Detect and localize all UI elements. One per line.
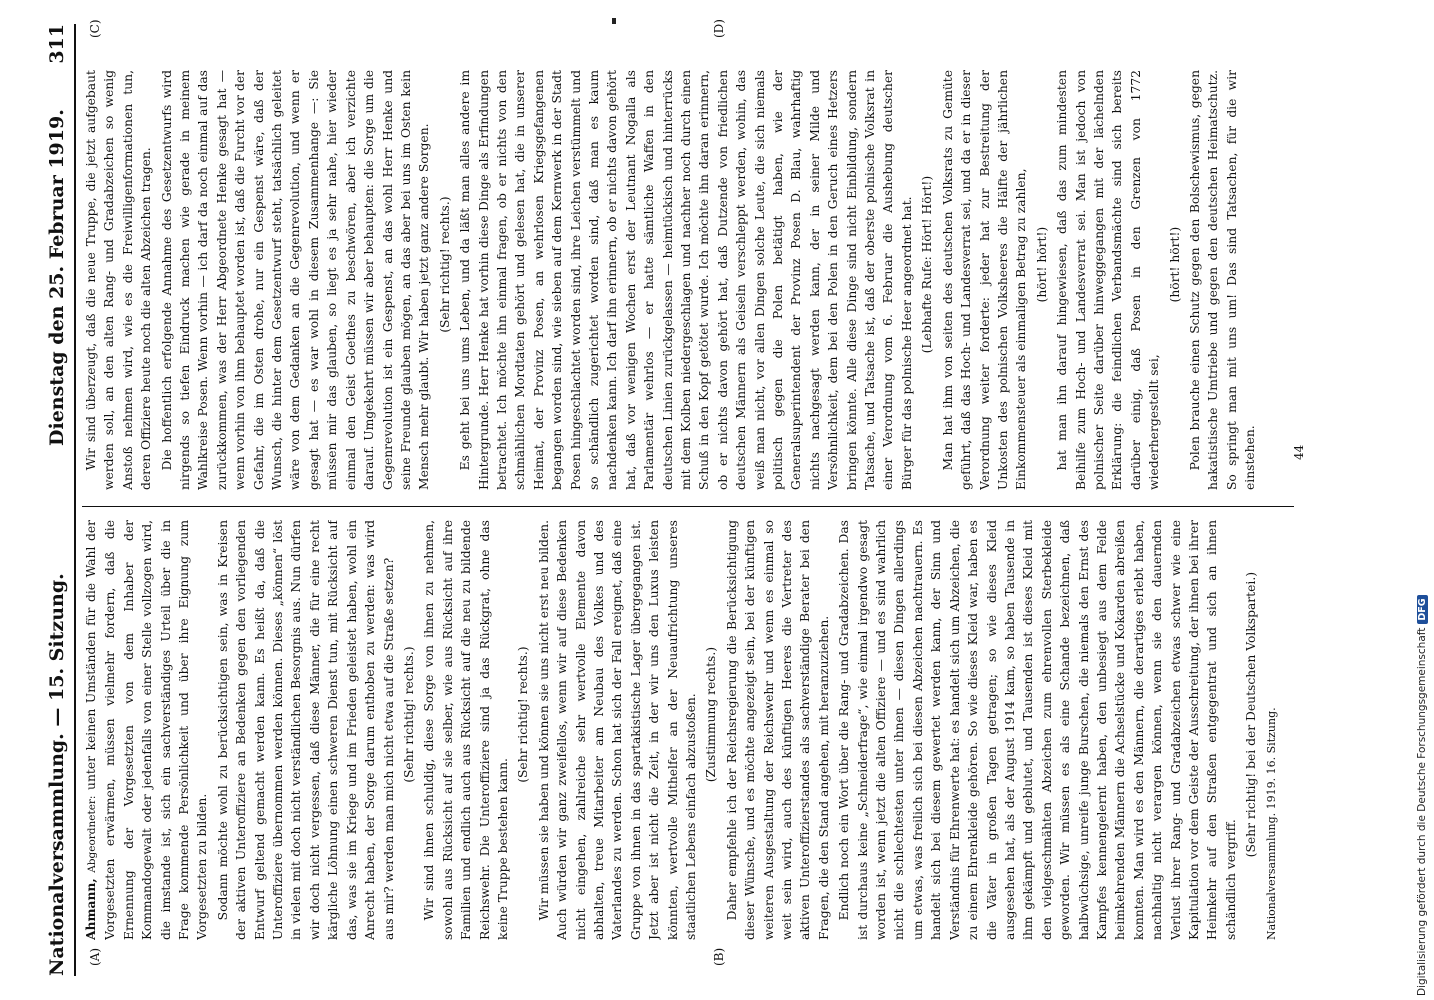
- margin-marker-a: (A): [88, 947, 102, 966]
- paragraph-text: unter keinen Umständen für die Wahl der Vorgesetzten erwärmen, müssen vielmehr fordern, daß die Ernennung der Vorgesetzten von dem Inhaber der Kommandogewalt oder jedenfalls von einer Stelle vollzogen wird, die imstande ist, sich ein sachverständiges Urteil über die in Frage kommende Persönlichkeit und über ihre Eignung zum Vorgesetzten zu bilden.: [84, 520, 210, 940]
- credit-text: Digitalisierung gefördert durch die Deutsche Forschungsgemeinschaft: [1416, 627, 1428, 996]
- interjection: (hört! hört!): [1167, 226, 1182, 303]
- paragraph: [82, 520, 212, 940]
- footer-note: Nationalversammlung. 1919. 16. Sitzung.: [1264, 707, 1278, 940]
- column-divider: [82, 506, 1294, 507]
- margin-marker-d: (D): [712, 19, 726, 38]
- interjection: (Sehr richtig! bei der Deutschen Volkspartei.): [1244, 571, 1259, 858]
- paragraph: Daher empfehle ich der Reichsregierung die Berücksichtigung dieser Wünsche, und es möchte angezeigt sein, bei der künftigen weiteren Ausgestaltung der Reichswehr und wenn es einmal so weit sein wird, auch des künftigen Heeres die Vertreter des aktiven Unteroffizierstandes als sachverständige Berater bei den Fragen, die den Stand angehen, mit heranzuziehen.: [724, 520, 831, 940]
- paragraph: Wir sind ihnen schuldig, diese Sorge von ihnen zu nehmen, sowohl aus Rücksicht auf sie selber, wie aus Rücksicht auf ihre Familien und endlich auch aus Rücksicht auf die neu zu bildende Reichswehr. Die Unteroffiziere sind ja das Rückgrat, ohne das keine Truppe bestehen kann.: [422, 520, 510, 940]
- header-date: Dienstag den 25. Februar 1919.: [46, 109, 68, 446]
- paragraph: hat man ihn darauf hingewiesen, daß das zum mindesten Beihilfe zum Hoch- und Landesverrat sei. Man ist jedoch von polnischer Seite darüber hinweggegangen mit der lächelnden Erklärung: die feindlichen Verbandsmächte sind sich bereits darüber einig, daß Posen in den Grenzen von 1772 wiederhergestellt sei,: [1055, 70, 1162, 490]
- paragraph: Man hat ihm von seiten des deutschen Volksrats zu Gemüte geführt, daß das Hoch- und Landesverrat sei, und da er in dieser Verordnung weiter forderte: jeder hat zur Bestreitung der Unkosten des polnischen Volksheeres die Hälfte der jährlichen Einkommensteuer als einmaligen Betrag zu zahlen,: [940, 70, 1029, 490]
- dfg-logo: DFG: [1417, 595, 1428, 623]
- signature-number: 44: [1292, 444, 1306, 460]
- right-column: [82, 70, 1307, 490]
- scan-speck: [612, 18, 616, 24]
- speaker-role: Abgeordneter:: [86, 795, 98, 873]
- header-page-number: 311: [46, 24, 68, 64]
- interjection: (Lebhafte Rufe: Hört! Hört!): [920, 175, 935, 354]
- paragraph: Die hoffentlich erfolgende Annahme des Gesetzentwurfs wird nirgends so tiefen Eindruck machen wie gerade in meinem Wahlkreise Posen. Wenn vorhin — ich darf da noch einmal auf das zurückkommen, was der Herr Abgeordnete Henke gesagt hat — wenn vorhin von ihm behauptet worden ist, daß die Furcht vor der Gefahr, die im Osten drohe, nur ein Gespenst wäre, daß der Wunsch, die hinter dem Gesetzentwurf steht, tatsächlich geleitet wäre von dem Gedanken an die Gegenrevolution, und wenn er gesagt hat — es war wohl in diesem Zusammenhange —: Sie müssen mir das glauben, so liegt es ja sehr nahe, hier wieder einmal den Geist Goethes zu beschwören, aber ich verzichte darauf. Umgekehrt müssen wir aber behaupten: die Sorge um die Gegenrevolution ist ein Gespenst, an das wohl Herr Henke und seine Freunde glauben mögen, an das aber bei uns im Osten kein Mensch mehr glaubt. Wir haben jetzt ganz andere Sorgen.: [159, 70, 432, 490]
- paragraph: Endlich noch ein Wort über die Rang- und Gradabzeichen. Das ist durchaus keine „Schneiderfrage“, wie einmal irgendwo gesagt worden ist, wenn jetzt die alten Offiziere — und es sind wahrlich nicht die schlechtesten unter ihnen — diesen Dingen allerdings um etwas, was freilich sich bei diesen Abzeichen nachtrauern. Es handelt sich bei diesem gewertet werden kann, der Sinn und Verständnis für Ehrenwerte hat: es handelt sich um Abzeichen, die zu einem Ehrenkleide gehören. So wie dieses Kleid war, haben es die Väter in großen Tagen getragen; so wie dieses Kleid ausgesehen hat, als der August 1914 kam, so haben Tausende in ihm gekämpft und geblutet, und Tausenden ist dieses Kleid mit den vielgeschmähten Abzeichen zum ehrenvollen Sterbekleide geworden. Wir müssen es als eine Schande bezeichnen, daß halbwüchsige, unreife junge Burschen, die niemals den Ernst des Kampfes kennengelernt haben, den unbesiegt aus dem Felde heimkehrenden Männern die Achselstücke und Kokarden abreißen konnten. Man wird es den Männern, die derartiges erlebt haben, nachhaltig nicht verargen können, wenn sie den dauernden Verlust ihrer Rang- und Gradabzeichen etwas schwer wie eine Kapitulation vor dem Geiste der Ausschreitung, der ihnen bei ihrer Heimkehr auf den Straßen entgegentrat und sich an ihnen schändlich vergriff.: [837, 520, 1238, 940]
- interjection: (Sehr richtig! rechts.): [437, 196, 452, 333]
- header-session: Nationalversammlung. — 15. Sitzung.: [46, 573, 68, 976]
- paragraph: Wir sind überzeugt, daß die neue Truppe, die jetzt aufgebaut werden soll, an den alten Rang- und Gradabzeichen so wenig Anstoß nehmen wird, wie es die Freiwilligenformationen tun, deren Offiziere heute noch die alten Abzeichen tragen.: [84, 70, 154, 490]
- left-column: [82, 520, 1307, 940]
- margin-marker-c: (C): [88, 19, 102, 38]
- paragraph: Wir müssen sie haben und können sie uns nicht erst neu bilden. Auch würden wir ganz zweifellos, wenn wir auf diese Bedenken nicht eingehen, zahlreiche sehr wertvolle Elemente davon abhalten, treue Mitarbeiter am Neubau des Volkes und des Vaterlandes zu werden. Schon hat sich der Fall ereignet, daß eine Gruppe von ihnen in das spartakistische Lager übergegangen ist. Jetzt aber ist nicht die Zeit, in der wir uns den Luxus leisten könnten, wertvolle Mithelfer an der Neuaufrichtung unseres staatlichen Lebens einfach abzustoßen.: [536, 520, 698, 940]
- digitization-credit: [1416, 16, 1434, 996]
- paragraph: Es geht bei uns ums Leben, und da läßt man alles andere im Hintergrunde. Herr Henke hat vorhin diese Dinge als Erfindungen betrachtet. Ich möchte ihn einmal fragen, ob er nichts von den schmählichen Mordtaten gehört und gelesen hat, die in unserer Heimat, der Provinz Posen, an wehrlosen Kriegsgefangenen begangen worden sind, wie sieben auf dem Kernwerk in der Stadt Posen hingeschlachtet worden sind, ihre Leichen verstümmelt und so schändlich zugerichtet worden sind, daß man es kaum nachdenken kann. Ich darf ihn erinnern, ob er nichts davon gehört hat, daß vor wenigen Wochen erst der Leutnant Nogalla als Parlamentär wehrlos — er hatte sämtliche Waffen in den deutschen Linien zurückgelassen — heimtückisch und hinterrücks mit dem Kolben niedergeschlagen und nachher noch durch einen Schuß in den Kopf getötet wurde. Ich möchte ihn daran erinnern, ob er nichts davon gehört hat, daß Dutzende von friedlichen deutschen Männern als Geiseln verschleppt werden, wohin, das weiß man nicht, vor allen Dingen solche Leute, die sich niemals politisch gegen die Polen betätigt haben, wie der Generalsuperintendent der Provinz Posen D. Blau, wahrhaftig nichts nachgesagt werden kann, der in seiner Milde und Versöhnlichkeit, dem bei den Polen in den Geruch eines Hetzers bringen könnte. Alle diese Dinge sind nicht Einbildung, sondern Tatsache, und Tatsache ist, daß der oberste polnische Volksrat in einer Verordnung vom 6. Februar die Aushebung deutscher Bürger für das polnische Heer angeordnet hat.: [458, 70, 914, 490]
- interjection: (Sehr richtig! rechts.): [516, 646, 531, 783]
- interjection: (Zustimmung rechts.): [704, 646, 719, 783]
- margin-marker-b: (B): [712, 947, 726, 966]
- interjection: (Sehr richtig! rechts.): [401, 646, 416, 783]
- paragraph: Polen brauche einen Schutz gegen den Bolschewismus, gegen hakatistische Umtriebe und gegen den deutschen Heimatschutz. So springt man mit uns um! Das sind Tatsachen, für die wir einstehen.: [1187, 70, 1258, 490]
- speaker-name: Ahmann,: [83, 878, 98, 940]
- page-header: [36, 24, 76, 976]
- paragraph: Sodann möchte wohl zu berücksichtigen sein, was in Kreisen der aktiven Unteroffiziere an Bedenken gegen den vorliegenden Entwurf geltend gemacht werden kann. Es heißt da, daß die Unteroffiziere übernommen werden können. Dieses „können“ löst in vielen mit doch nicht verständlichen Besorgnis aus. Nun dürfen wir doch nicht vergessen, daß diese Männer, die für eine recht kärgliche Löhnung einen schweren Dienst tun, mit Rücksicht auf das, was sie im Kriege und im Frieden geleistet haben, wohl ein Anrecht haben, der Sorge darum enthoben zu werden: was wird aus mir? werden man mich nicht etwa auf die Straße setzen?: [215, 520, 396, 940]
- interjection: (hört! hört!): [1034, 226, 1049, 303]
